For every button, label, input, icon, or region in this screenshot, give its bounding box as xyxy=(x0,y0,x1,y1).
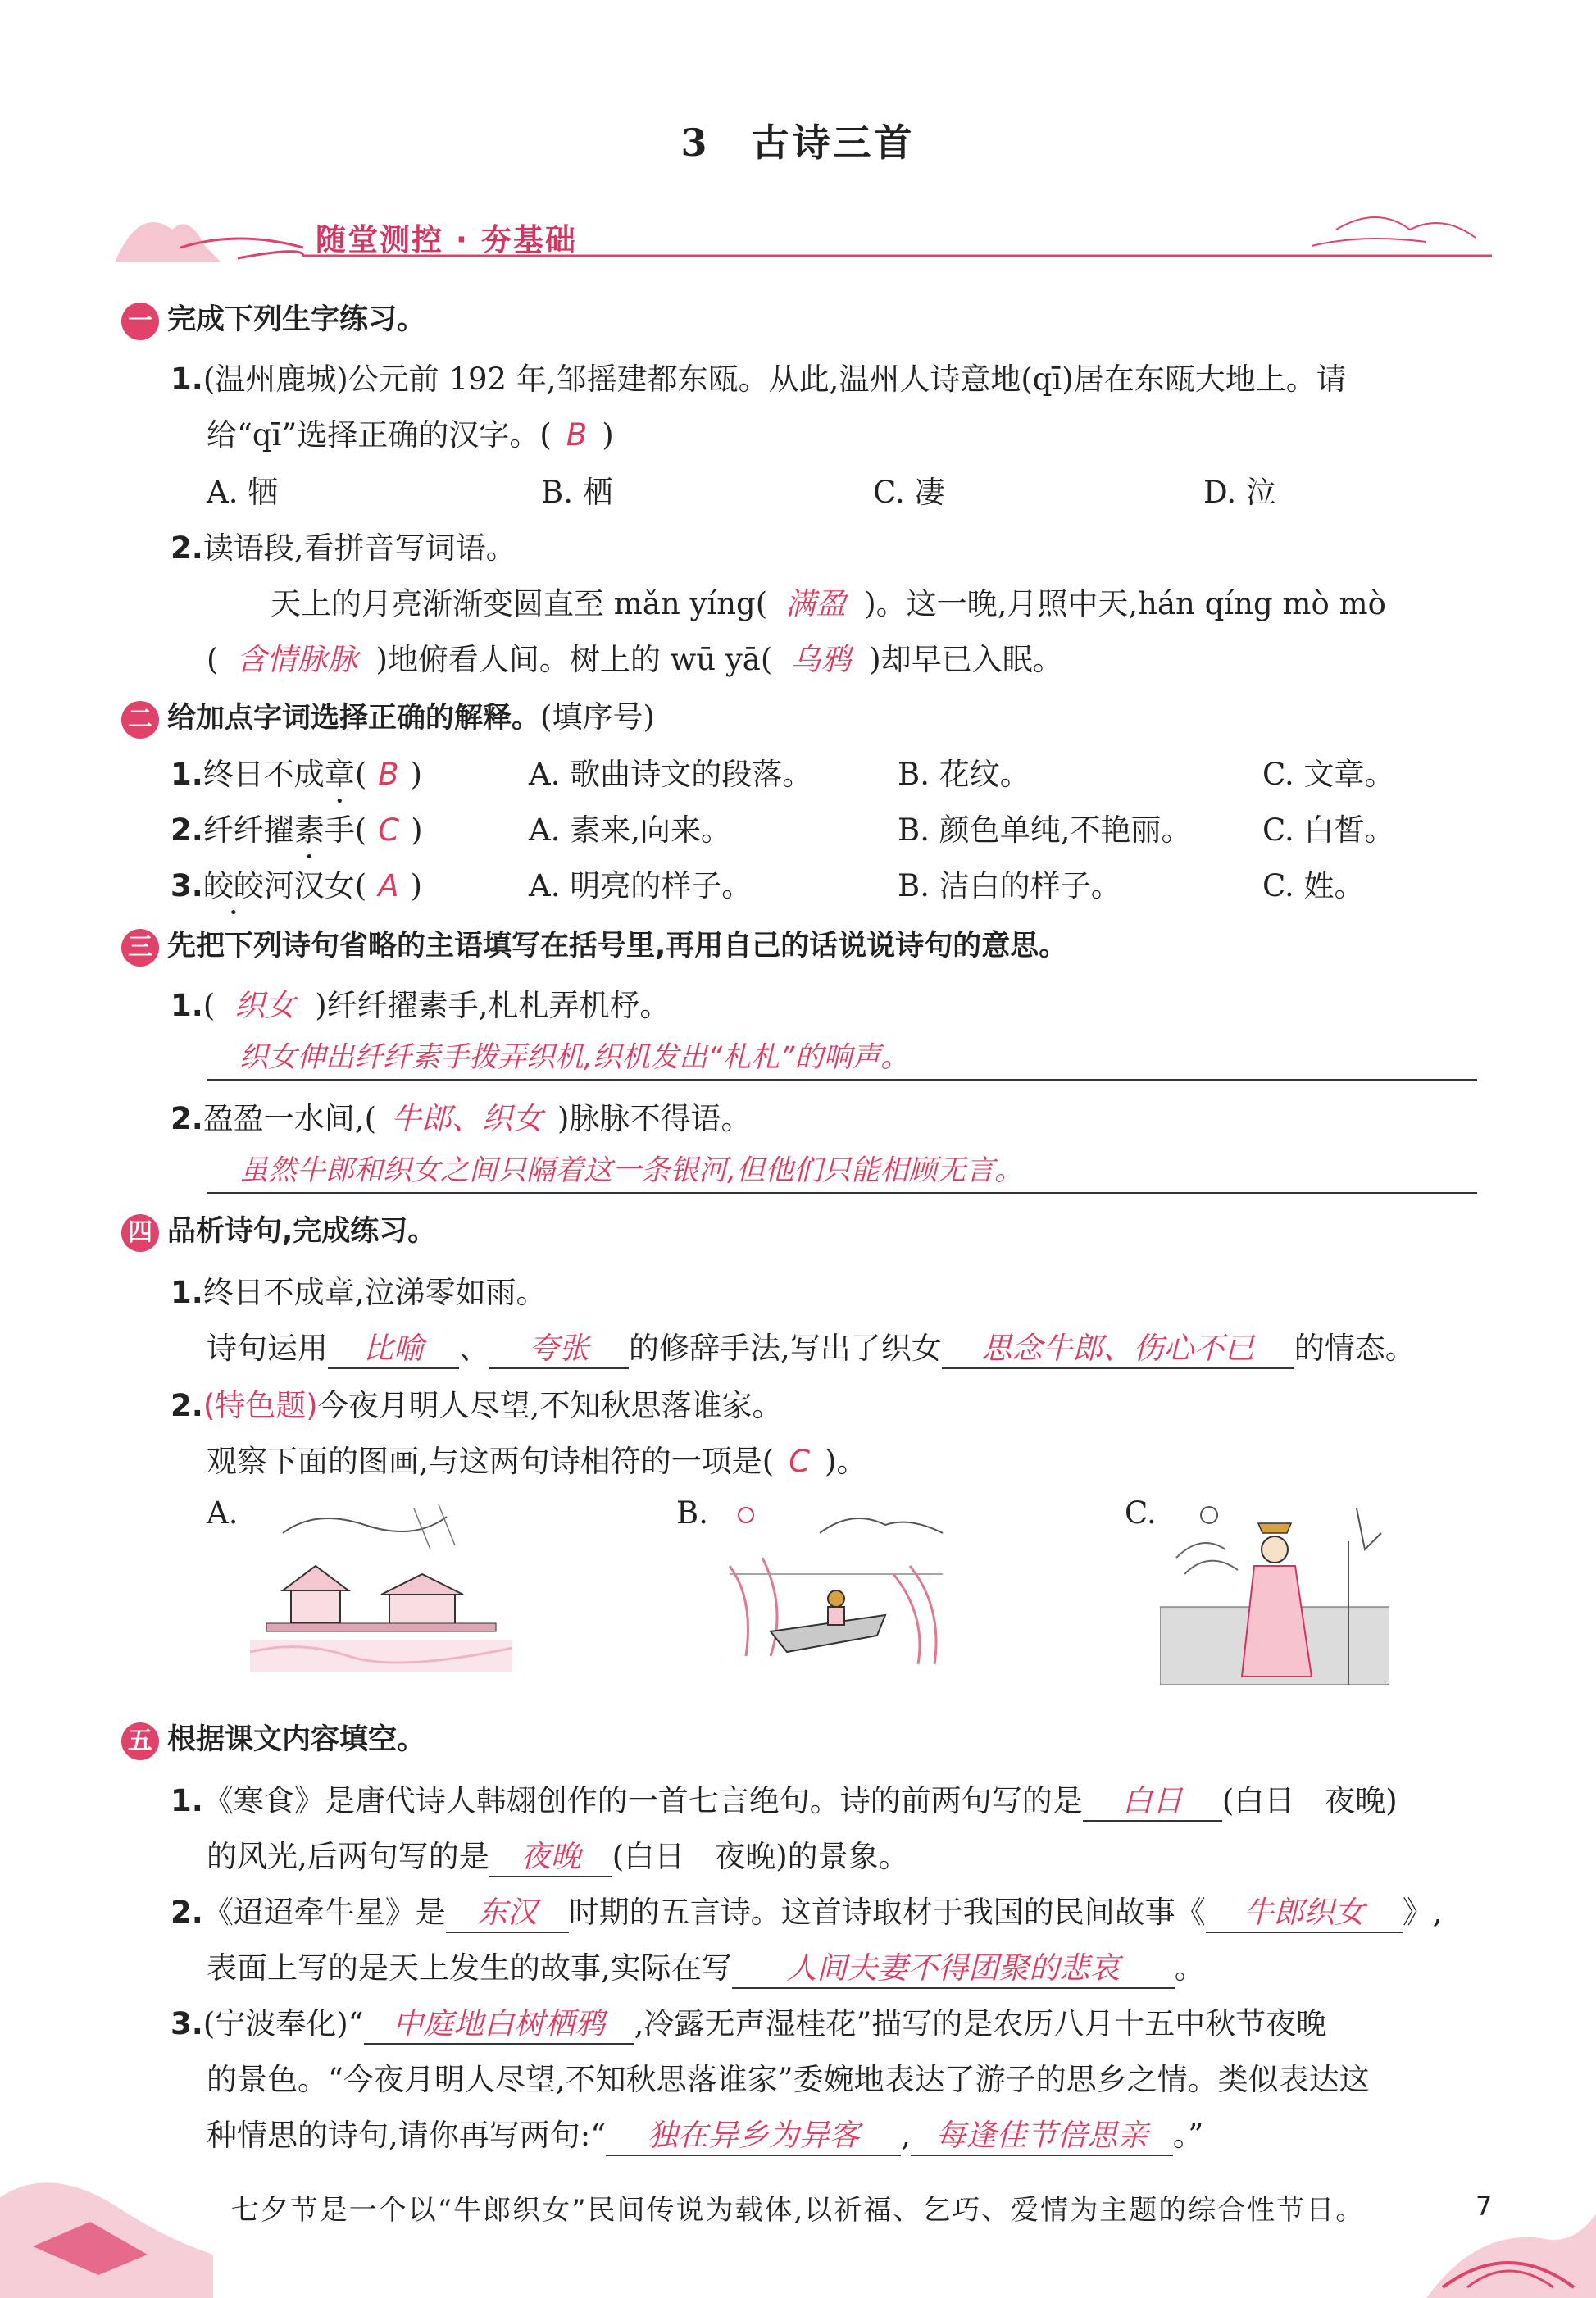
section-2-badge: 二 xyxy=(121,701,159,739)
s2-row-3-number: 3. xyxy=(171,868,203,903)
s4-q1-answer-1: 比喻 xyxy=(328,1323,459,1369)
s5-q3-answer-1: 中庭地白树栖鸦 xyxy=(364,1999,634,2045)
s2-row-2-dotted: 素 xyxy=(293,812,325,848)
s2-row-1-dotted: 章 xyxy=(324,757,355,792)
s4-q1-p3: 的情态。 xyxy=(1294,1331,1416,1366)
s2-row-2-answer: C xyxy=(378,812,400,848)
s1-q1-option-c: C. 凄 xyxy=(873,475,945,510)
s5-q1-p3: 的风光,后两句写的是 xyxy=(207,1839,489,1874)
s2-row-1-close: ) xyxy=(410,757,423,792)
s5-q1-line2 xyxy=(207,1832,909,1877)
footer-note: 七夕节是一个以“牛郎织女”民间传说为载体,以祈福、乞巧、爱情为主题的综合性节日。 xyxy=(230,2194,1366,2227)
s4-q1-p1: 诗句运用 xyxy=(207,1331,328,1366)
banner-label: 随堂测控 · 夯基础 xyxy=(316,222,577,257)
s4-q1-answer-3: 思念牛郎、伤心不已 xyxy=(942,1323,1294,1369)
s5-q2-line2 xyxy=(207,1943,1205,1989)
s1-q1-number: 1. xyxy=(171,362,203,397)
s5-q1-answer-1: 白日 xyxy=(1083,1776,1222,1822)
s5-q2-p5: 。 xyxy=(1174,1950,1205,1986)
s5-q3-answer-3: 每逢佳节倍思亲 xyxy=(911,2110,1173,2156)
s2-row-2-option-a: A. 素来,向来。 xyxy=(529,812,732,848)
s5-q1-answer-2: 夜晚 xyxy=(489,1832,612,1877)
s1-q1-prompt: 给“qī”选择正确的汉字。( xyxy=(207,417,552,453)
s3-q2-meaning: 虽然牛郎和织女之间只隔着这一条银河,但他们只能相顾无言。 xyxy=(239,1154,1024,1187)
picture-b-boat-image xyxy=(721,1500,951,1672)
s2-row-3-option-c: C. 姓。 xyxy=(1262,868,1365,903)
s4-q2-ask xyxy=(207,1436,866,1481)
s2-row-2-pre: 纤纤擢 xyxy=(202,812,294,848)
section-3-header xyxy=(121,923,1067,967)
s4-q2-tag: (特色题) xyxy=(202,1388,318,1423)
s1-q1-line2 xyxy=(207,410,614,454)
section-5-badge: 五 xyxy=(121,1722,159,1760)
s2-row-1-pre: 终日不成 xyxy=(202,757,325,792)
s1-q1-line1 xyxy=(171,354,1347,398)
s2-row-2 xyxy=(171,805,423,849)
s3-q1-rest: )纤纤擢素手,札札弄机杼。 xyxy=(315,988,671,1023)
s4-q1-answer-2: 夸张 xyxy=(489,1323,629,1369)
s5-q2-p3: 》, xyxy=(1402,1895,1443,1930)
section-4-header xyxy=(121,1208,436,1252)
s2-row-2-close: ) xyxy=(411,812,423,848)
s2-row-3-dotted: 皎皎 xyxy=(202,868,264,903)
s1-q2-l1b: )。这一晚,月照中天,hán qíng mò mò xyxy=(864,586,1386,621)
section-2-header xyxy=(121,692,655,739)
s5-q3-p2: ,冷露无声湿桂花”描写的是农历八月十五中秋节夜晚 xyxy=(634,2006,1327,2041)
s4-q1-p2: 的修辞手法,写出了织女 xyxy=(629,1331,942,1366)
s5-q2-answer-1: 东汉 xyxy=(446,1887,569,1933)
s1-q2-answer-3: 乌鸦 xyxy=(790,642,852,677)
s2-row-3 xyxy=(171,861,422,905)
s2-row-3-close: ) xyxy=(410,868,422,903)
s3-q1-answer-line xyxy=(207,1035,1477,1081)
s3-q1-answer: 织女 xyxy=(234,988,296,1023)
s5-q3-p5: , xyxy=(901,2118,911,2153)
s1-q2-l1a: 天上的月亮渐渐变圆直至 mǎn yíng( xyxy=(271,586,768,621)
page-title: 3 古诗三首 xyxy=(680,121,916,165)
s5-q2-p1: 《迢迢牵牛星》是 xyxy=(202,1895,446,1930)
s4-q1-number: 1. xyxy=(171,1275,203,1310)
section-4-badge: 四 xyxy=(121,1214,159,1252)
picture-c-moon-gazer-image xyxy=(1160,1500,1389,1685)
s4-q2-text xyxy=(171,1381,782,1425)
s5-q2-p2: 时期的五言诗。这首诗取材于我国的民间故事《 xyxy=(568,1895,1206,1930)
s4-q1-sep: 、 xyxy=(459,1331,489,1366)
s1-q1-option-b: B. 栖 xyxy=(541,475,613,510)
section-4-title: 品析诗句,完成练习。 xyxy=(167,1215,437,1248)
s1-q2-intro xyxy=(171,523,516,567)
s5-q1-line1 xyxy=(171,1776,1398,1822)
s4-q2-answer: C xyxy=(789,1444,811,1479)
s1-q1-close: ) xyxy=(602,417,614,453)
s1-q2-line2 xyxy=(207,635,1063,679)
s1-q1-option-a: A. 牺 xyxy=(207,475,279,510)
s2-row-1-number: 1. xyxy=(171,757,203,792)
s2-row-1 xyxy=(171,749,422,794)
s4-q1-text xyxy=(171,1267,547,1312)
s2-row-3-option-a: A. 明亮的样子。 xyxy=(529,868,753,903)
s5-q2-number: 2. xyxy=(171,1895,203,1930)
s5-q1-p4: (白日 夜晚)的景象。 xyxy=(612,1839,909,1874)
s1-q1-answer: B xyxy=(566,417,588,453)
s5-q2-line1 xyxy=(171,1887,1443,1933)
s2-row-3-option-b: B. 洁白的样子。 xyxy=(898,868,1121,903)
s5-q1-number: 1. xyxy=(171,1783,203,1818)
s2-row-2-option-c: C. 白皙。 xyxy=(1262,812,1395,848)
page-number: 7 xyxy=(1476,2191,1493,2222)
s5-q1-p2: (白日 夜晚) xyxy=(1221,1783,1398,1818)
picture-b-label: B. xyxy=(676,1495,708,1531)
s2-row-2-option-b: B. 颜色单纯,不艳丽。 xyxy=(898,812,1192,848)
s2-row-2-post: 手( xyxy=(324,812,367,848)
s3-q1-meaning: 织女伸出纤纤素手拨弄织机,织机发出“札札”的响声。 xyxy=(239,1041,910,1074)
s1-q2-l2c: )却早已入眠。 xyxy=(869,642,1063,677)
section-1-header xyxy=(121,297,425,340)
s3-q1-number: 1. xyxy=(171,988,203,1023)
s2-row-1-option-b: B. 花纹。 xyxy=(898,757,1030,792)
section-3-title: 先把下列诗句省略的主语填写在括号里,再用自己的话说说诗句的意思。 xyxy=(167,930,1068,962)
s5-q2-p4: 表面上写的是天上发生的故事,实际在写 xyxy=(207,1950,732,1986)
s5-q3-p4: 种情思的诗句,请你再写两句:“ xyxy=(207,2118,607,2153)
section-2-title: 给加点字词选择正确的解释。 xyxy=(167,702,541,735)
s3-q2-pre: 盈盈一水间,( xyxy=(202,1101,377,1136)
picture-a-label: A. xyxy=(207,1495,239,1531)
s3-q2-answer-line xyxy=(207,1148,1477,1194)
s5-q3-number: 3. xyxy=(171,2006,203,2041)
s5-q1-p1: 《寒食》是唐代诗人韩翃创作的一首七言绝句。诗的前两句写的是 xyxy=(202,1783,1083,1818)
s1-q2-intro-text: 读语段,看拼音写词语。 xyxy=(202,530,516,566)
section-5-title: 根据课文内容填空。 xyxy=(167,1723,426,1756)
s3-q1-line xyxy=(171,981,670,1025)
s1-q1-option-d: D. 泣 xyxy=(1203,475,1276,510)
s1-q1-text: (温州鹿城)公元前 192 年,邹摇建都东瓯。从此,温州人诗意地(qī)居在东瓯大地上。请 xyxy=(202,362,1347,397)
s1-q2-l2a: ( xyxy=(207,642,219,677)
s5-q3-p6: 。” xyxy=(1172,2118,1204,2153)
s3-q2-answer: 牛郎、织女 xyxy=(391,1101,543,1136)
s5-q3-line1 xyxy=(171,1999,1326,2045)
s2-row-3-answer: A xyxy=(378,868,399,903)
s1-q2-l2b: )地俯看人间。树上的 wū yā( xyxy=(375,642,773,677)
section-3-badge: 三 xyxy=(121,929,159,967)
s4-q2-poem: 今夜月明人尽望,不知秋思落谁家。 xyxy=(317,1388,783,1423)
s5-q3-p1: (宁波奉化)“ xyxy=(202,2006,364,2041)
section-1-badge: 一 xyxy=(121,303,159,340)
s2-row-1-option-c: C. 文章。 xyxy=(1262,757,1395,792)
s2-row-1-answer: B xyxy=(378,757,399,792)
s2-row-1-post: ( xyxy=(354,757,367,792)
s5-q2-answer-2: 牛郎织女 xyxy=(1206,1887,1403,1933)
s4-q2-number: 2. xyxy=(171,1388,203,1423)
s5-q3-line2: 的景色。“今夜月明人尽望,不知秋思落谁家”委婉地表达了游子的思乡之情。类似表达这 xyxy=(207,2062,1370,2097)
s2-row-1-option-a: A. 歌曲诗文的段落。 xyxy=(529,757,813,792)
s1-q2-number: 2. xyxy=(171,530,203,566)
section-1-title: 完成下列生字练习。 xyxy=(167,303,426,336)
s5-q3-answer-2: 独在异乡为异客 xyxy=(606,2110,901,2156)
s4-q1-poem: 终日不成章,泣涕零如雨。 xyxy=(202,1275,547,1310)
s2-row-3-post: 河汉女( xyxy=(263,868,367,903)
s3-q2-line xyxy=(171,1094,751,1138)
s1-q2-answer-2: 含情脉脉 xyxy=(236,642,358,677)
s5-q2-answer-3: 人间夫妻不得团聚的悲哀 xyxy=(732,1943,1175,1989)
s3-q1-open: ( xyxy=(202,988,216,1023)
s1-q2-line1 xyxy=(271,579,1386,623)
s3-q2-number: 2. xyxy=(171,1101,203,1136)
s4-q2-prompt: 观察下面的图画,与这两句诗相符的一项是( xyxy=(207,1444,775,1479)
s4-q2-close: )。 xyxy=(825,1444,867,1479)
picture-a-village-image xyxy=(250,1500,512,1672)
s4-q1-fill xyxy=(207,1323,1416,1369)
section-2-note: (填序号) xyxy=(540,699,655,735)
s3-q2-rest: )脉脉不得语。 xyxy=(557,1101,752,1136)
picture-c-label: C. xyxy=(1125,1495,1157,1531)
s1-q2-answer-1: 满盈 xyxy=(785,586,847,621)
section-5-header xyxy=(121,1717,425,1760)
s2-row-2-number: 2. xyxy=(171,812,203,848)
